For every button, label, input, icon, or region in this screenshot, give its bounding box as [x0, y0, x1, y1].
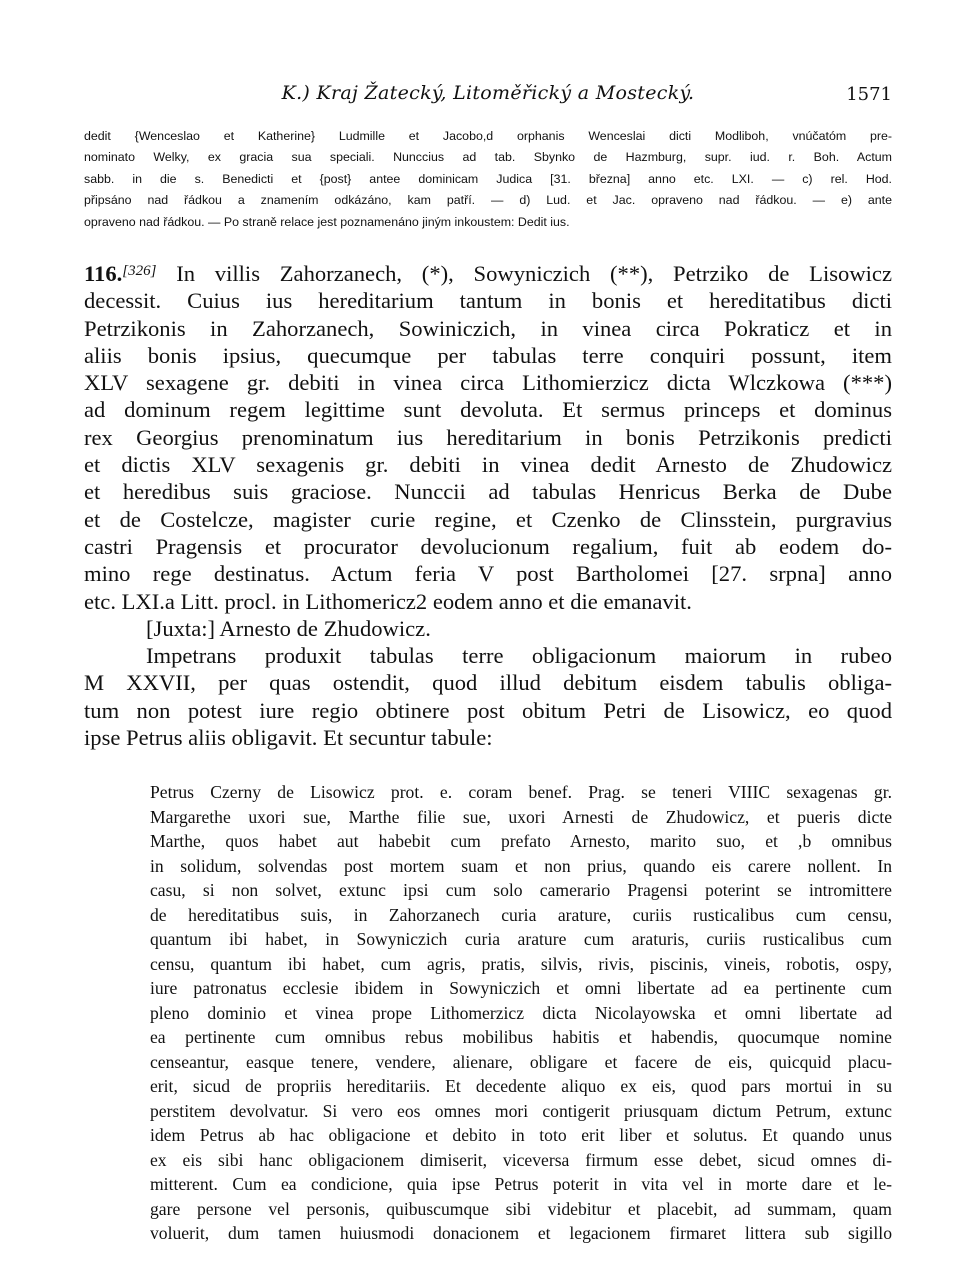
- entry-first-line: [84, 258, 892, 287]
- main-line: [Juxta:] Arnesto de Zhudowicz.: [146, 615, 431, 641]
- main-line: rex Georgius prenominatum ius hereditarium in bonis Petrzikonis predicti: [84, 424, 892, 450]
- quoted-record: [150, 780, 892, 1246]
- page-number: 1571: [846, 84, 892, 105]
- main-line: et de Costelcze, magister curie regine, et Czenko de Clinsstein, purgravius: [84, 506, 892, 532]
- main-line: Impetrans produxit tabulas terre obligacionum maiorum in rubeo: [146, 643, 892, 669]
- quote-line: idem Petrus ab hac obligacione et debito in toto erit liber et solutus. Et quando unus: [150, 1125, 892, 1145]
- quote-line: iure patronatus ecclesie ibidem in Sowyniczich et omni libertate ad ea pertinente cum: [150, 978, 892, 998]
- main-line: etc. LXI.a Litt. procl. in Lithomericz2 eodem anno et die emanavit.: [84, 588, 692, 614]
- note-line: sabb. in die s. Benedicti et {post} antee dominicam Judica [31. března] anno etc. LXI. — c) rel. Hod.: [84, 171, 892, 186]
- main-line: In villis Zahorzanech, (*), Sowyniczich (**), Petrziko de Lisowicz: [176, 261, 892, 286]
- quote-line: Petrus Czerny de Lisowicz prot. e. coram benef. Prag. se teneri VIIIC sexagenas gr.: [150, 782, 892, 802]
- quote-line: perstitem devolvatur. Si vero eos omnes mori contigerit priusquam dictum Petrum, extunc: [150, 1100, 892, 1121]
- main-line: Petrzikonis in Zahorzanech, Sowiniczich, in vinea circa Pokraticz et in: [84, 315, 892, 341]
- main-line: XLV sexagene gr. debiti in vinea circa Lithomierzicz dicta Wlczkowa (***): [84, 370, 892, 396]
- quote-line: pleno dominio et vinea prope Lithomerzicz dicta Nicolayowska et omni libertate ad: [150, 1002, 892, 1023]
- footnote-block: [84, 126, 892, 233]
- quote-line: mitterent. Cum ea condicione, quia ipse Petrus poterit in vita vel in morte dare et le-: [150, 1174, 892, 1194]
- entry-number: 116.: [84, 261, 123, 286]
- quote-line: de hereditatibus suis, in Zahorzanech curia arature, curiis rusticalibus cum censu,: [150, 904, 892, 925]
- main-line: aliis bonis ipsius, quecumque per tabulas terre conquiri possunt, item: [84, 342, 892, 368]
- quote-line: censu, quantum ibi habet, cum agris, pratis, silvis, rivis, piscinis, vineis, robotis, ospy,: [150, 953, 892, 974]
- quote-line: casu, si non solvet, extunc ipsi cum solo camerario Pragensi poterint se intromittere: [150, 880, 892, 900]
- quote-line: voluerit, dum tamen huiusmodi donacionem et legacionem firmaret littera sub sigillo: [150, 1223, 892, 1243]
- main-line: et heredibus suis graciose. Nunccii ad tabulas Henricus Berka de Dube: [84, 479, 892, 505]
- main-line: tum non potest iure regio obtinere post obitum Petri de Lisowicz, eo quod: [84, 697, 892, 723]
- quote-line: Marthe, quos habet aut habebit cum prefato Arnesto, marito suo, et ,b omnibus: [150, 831, 892, 851]
- note-line: dedit {Wenceslao et Katherine} Ludmille et Jacobo,d orphanis Wenceslai dicti Modliboh, vnúčatóm pre-: [84, 129, 892, 143]
- entry-reference: [326]: [122, 263, 157, 279]
- quote-line: in solidum, solvendas post mortem suam et non prius, quando eis carere nollent. In: [150, 855, 892, 876]
- quote-line: quantum ibi habet, in Sowyniczich curia arature cum araturis, curiis rusticalibus cum: [150, 929, 892, 949]
- quote-line: censeantur, easque tenere, vendere, alienare, obligare et facere de eis, quicquid placu-: [150, 1051, 892, 1072]
- main-line: decessit. Cuius ius hereditarium tantum in bonis et hereditatibus dicti: [84, 288, 892, 314]
- main-line: castri Pragensis et procurator devolucionum regalium, fuit ab eodem do-: [84, 533, 892, 559]
- note-line: nominato Welky, ex gracia sua speciali. Nunccius ad tab. Sbynko de Hazmburg, supr. iud. r. Boh. Actum: [84, 150, 892, 165]
- quote-line: ea pertinente cum omnibus rebus mobilibus habitis et habendis, quocumque nomine: [150, 1027, 892, 1047]
- running-head: [84, 78, 892, 118]
- quote-line: Margarethe uxori sue, Marthe filie sue, uxori Arnesti de Zhudowicz, et pueris dicte: [150, 806, 892, 827]
- entry-text: [84, 258, 892, 751]
- quote-line: erit, sicud de propriis hereditariis. Et decedente aliquo ex eis, quod pars mortui in su: [150, 1076, 892, 1096]
- main-line: ad dominum regem legittime sunt devoluta. Et sermus princeps et dominus: [84, 397, 892, 423]
- main-line: et dictis XLV sexagenis gr. debiti in vinea dedit Arnesto de Zhudowicz: [84, 452, 892, 478]
- note-line: připsáno nad řádkou a znamením odkázáno, kam patří. — d) Lud. et Jac. opraveno nad řádkou. — e) ante: [84, 193, 892, 208]
- main-line: M XXVII, per quas ostendit, quod illud debitum eisdem tabulis obliga-: [84, 670, 892, 696]
- note-line: opraveno nad řádkou. — Po straně relace jest poznamenáno jiným inkoustem: Dedit ius.: [84, 214, 570, 229]
- running-title: K.) Kraj Žatecký, Litoměřický a Mostecký.: [281, 82, 695, 104]
- quote-line: ex eis sibi hanc obligacionem dimiserit, viceversa firmum esse debet, sicud omnes di-: [150, 1149, 892, 1170]
- quote-line: gare persone vel personis, quibuscumque sibi videbitur et placebit, ad summam, quam: [150, 1198, 892, 1219]
- main-line: mino rege destinatus. Actum feria V post Bartholomei [27. srpna] anno: [84, 561, 892, 587]
- main-line: ipse Petrus aliis obligavit. Et secuntur tabule:: [84, 725, 493, 751]
